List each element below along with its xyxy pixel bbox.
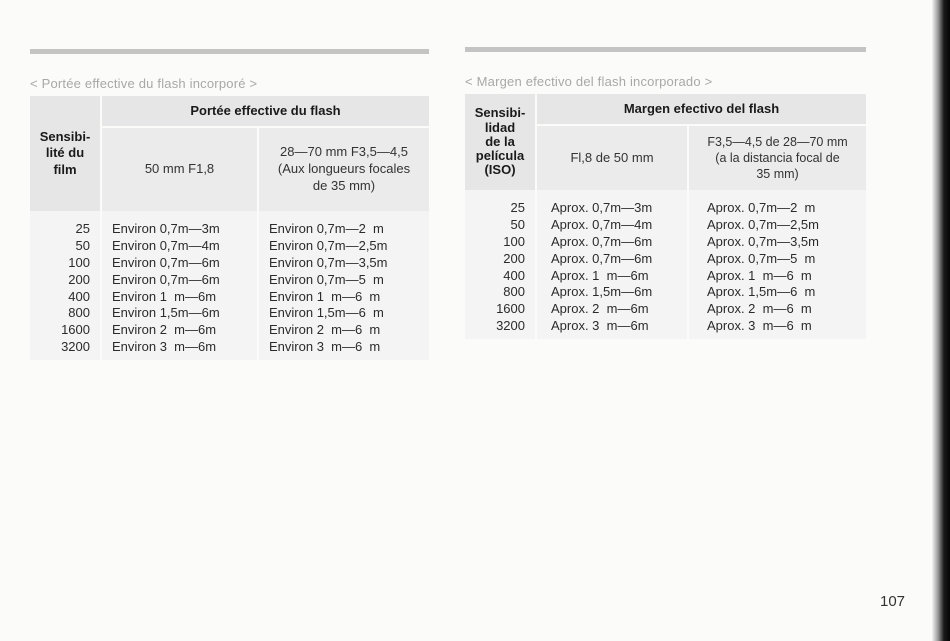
range-zoom: Environ 0,7m—5 m xyxy=(259,272,429,289)
table-row xyxy=(465,268,866,285)
table-row xyxy=(30,238,429,255)
right-header-col-zoom xyxy=(689,126,866,190)
right-header-sensitivity xyxy=(465,94,537,190)
left-header-sensitivity-line: film xyxy=(53,161,77,177)
table-row xyxy=(30,221,429,238)
left-section-rule xyxy=(30,49,429,54)
right-header-sensitivity-line: Sensibi- xyxy=(474,105,526,121)
table-row xyxy=(30,339,429,356)
right-header-sensitivity-line: película xyxy=(475,148,525,164)
left-flash-range-table xyxy=(30,96,429,360)
right-header-sensitivity-line: lidad xyxy=(484,119,516,135)
right-header-col-50mm: Fl,8 de 50 mm xyxy=(537,126,689,190)
page-number: 107 xyxy=(880,593,906,610)
table-row xyxy=(465,217,866,234)
range-50mm: Aprox. 0,7m—6m xyxy=(537,251,689,268)
range-zoom: Aprox. 0,7m—2,5m xyxy=(689,217,866,234)
range-50mm: Environ 0,7m—4m xyxy=(102,238,259,255)
range-zoom: Environ 0,7m—2 m xyxy=(259,221,429,238)
table-row xyxy=(465,318,866,335)
range-zoom: Aprox. 0,7m—3,5m xyxy=(689,234,866,251)
right-flash-range-table xyxy=(465,94,866,339)
range-50mm: Environ 1 m—6m xyxy=(102,289,259,306)
range-zoom: Aprox. 0,7m—5 m xyxy=(689,251,866,268)
left-header-sensitivity xyxy=(30,96,102,211)
range-zoom: Aprox. 2 m—6 m xyxy=(689,301,866,318)
table-row xyxy=(30,289,429,306)
table-row xyxy=(465,234,866,251)
range-50mm: Aprox. 3 m—6m xyxy=(537,318,689,335)
right-header-sensitivity-line: de la xyxy=(485,133,515,149)
range-zoom: Aprox. 1,5m—6 m xyxy=(689,284,866,301)
left-header-col-zoom-line: de 35 mm) xyxy=(312,177,376,193)
left-header-col-50mm: 50 mm F1,8 xyxy=(102,128,259,211)
table-row xyxy=(30,272,429,289)
iso-value: 1600 xyxy=(465,301,537,318)
iso-value: 50 xyxy=(30,238,102,255)
iso-value: 100 xyxy=(30,255,102,272)
range-zoom: Environ 1,5m—6 m xyxy=(259,305,429,322)
range-50mm: Aprox. 2 m—6m xyxy=(537,301,689,318)
left-header-sensitivity-line: lité du xyxy=(45,145,85,161)
iso-value: 3200 xyxy=(465,318,537,335)
range-zoom: Aprox. 1 m—6 m xyxy=(689,268,866,285)
range-50mm: Environ 0,7m—6m xyxy=(102,255,259,272)
range-50mm: Aprox. 1 m—6m xyxy=(537,268,689,285)
left-section-title: < Portée effective du flash incorporé > xyxy=(30,76,258,91)
range-50mm: Environ 0,7m—3m xyxy=(102,221,259,238)
range-50mm: Environ 2 m—6m xyxy=(102,322,259,339)
table-row xyxy=(465,251,866,268)
right-header-group: Margen efectivo del flash xyxy=(537,94,866,126)
table-row xyxy=(465,284,866,301)
iso-value: 800 xyxy=(465,284,537,301)
range-zoom: Environ 0,7m—3,5m xyxy=(259,255,429,272)
iso-value: 400 xyxy=(465,268,537,285)
left-table-body xyxy=(30,211,429,360)
left-header-col-zoom-line: 28—70 mm F3,5—4,5 xyxy=(280,144,408,160)
table-row xyxy=(465,301,866,318)
iso-value: 25 xyxy=(465,200,537,217)
iso-value: 200 xyxy=(465,251,537,268)
range-50mm: Aprox. 0,7m—4m xyxy=(537,217,689,234)
range-zoom: Environ 1 m—6 m xyxy=(259,289,429,306)
table-row xyxy=(465,200,866,217)
table-row xyxy=(30,322,429,339)
iso-value: 1600 xyxy=(30,322,102,339)
range-50mm: Aprox. 1,5m—6m xyxy=(537,284,689,301)
range-zoom: Aprox. 0,7m—2 m xyxy=(689,200,866,217)
iso-value: 200 xyxy=(30,272,102,289)
range-50mm: Environ 1,5m—6m xyxy=(102,305,259,322)
left-header-sensitivity-line: Sensibi- xyxy=(39,129,91,145)
right-header-sensitivity-line: (ISO) xyxy=(484,162,516,178)
iso-value: 25 xyxy=(30,221,102,238)
range-50mm: Aprox. 0,7m—6m xyxy=(537,234,689,251)
range-50mm: Aprox. 0,7m—3m xyxy=(537,200,689,217)
range-50mm: Environ 3 m—6m xyxy=(102,339,259,356)
left-header-col-zoom xyxy=(259,128,429,211)
iso-value: 800 xyxy=(30,305,102,322)
iso-value: 3200 xyxy=(30,339,102,356)
right-section-title: < Margen efectivo del flash incorporado > xyxy=(465,74,713,89)
left-header-group: Portée effective du flash xyxy=(102,96,429,128)
iso-value: 100 xyxy=(465,234,537,251)
right-table-body xyxy=(465,190,866,339)
range-zoom: Environ 2 m—6 m xyxy=(259,322,429,339)
right-header-col-zoom-line: F3,5—4,5 de 28—70 mm xyxy=(707,134,848,149)
table-row xyxy=(30,305,429,322)
range-zoom: Environ 3 m—6 m xyxy=(259,339,429,356)
range-50mm: Environ 0,7m—6m xyxy=(102,272,259,289)
page-binding-edge xyxy=(932,0,950,641)
range-zoom: Aprox. 3 m—6 m xyxy=(689,318,866,335)
table-row xyxy=(30,255,429,272)
iso-value: 50 xyxy=(465,217,537,234)
right-header-col-zoom-line: 35 mm) xyxy=(756,167,799,182)
range-zoom: Environ 0,7m—2,5m xyxy=(259,238,429,255)
right-section-rule xyxy=(465,47,866,52)
right-header-col-zoom-line: (a la distancia focal de xyxy=(715,150,840,165)
left-header-col-zoom-line: (Aux longueurs focales xyxy=(277,161,411,177)
iso-value: 400 xyxy=(30,289,102,306)
